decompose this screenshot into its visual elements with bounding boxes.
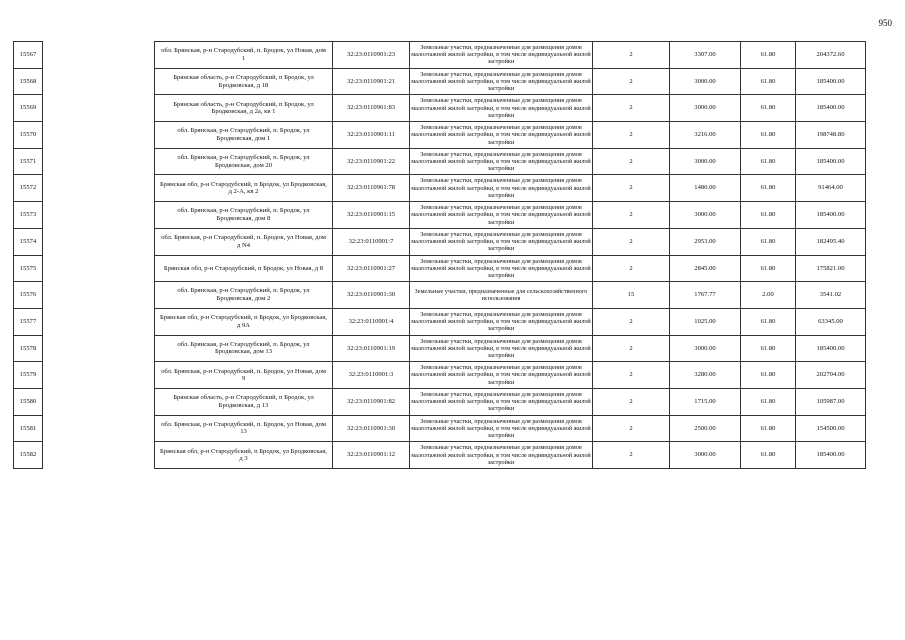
rate-cell: 61.80 — [741, 95, 796, 122]
table-row — [155, 335, 866, 362]
table-row — [155, 122, 866, 149]
row-id-cell: 15578 — [14, 335, 43, 362]
group-cell: 15 — [593, 282, 670, 309]
group-cell: 2 — [593, 335, 670, 362]
table-row — [14, 282, 43, 309]
rate-cell: 61.80 — [741, 388, 796, 415]
group-cell: 2 — [593, 442, 670, 469]
area-cell: 3307.00 — [670, 42, 741, 69]
cadastral-number-cell: 32:23:0110901:7 — [333, 228, 410, 255]
row-id-cell: 15581 — [14, 415, 43, 442]
rate-cell: 61.80 — [741, 255, 796, 282]
cadastral-value-cell: 154500.00 — [796, 415, 866, 442]
area-cell: 2845.00 — [670, 255, 741, 282]
cadastral-value-cell: 63345.00 — [796, 308, 866, 335]
rate-cell: 61.80 — [741, 202, 796, 229]
table-row — [155, 362, 866, 389]
rate-cell: 61.80 — [741, 362, 796, 389]
land-purpose-cell: Земельные участки, предназначенные для размещения домов малоэтажной жилой застройки, в том числе индивидуальной жилой застройки — [410, 175, 593, 202]
address-cell: Брянская область, р-н Стародубский, п Бродок, ул Бродковская, д 13 — [155, 388, 333, 415]
table-row — [155, 388, 866, 415]
rate-cell: 61.80 — [741, 42, 796, 69]
group-cell: 2 — [593, 95, 670, 122]
land-purpose-cell: Земельные участки, предназначенные для размещения домов малоэтажной жилой застройки, в том числе индивидуальной жилой застройки — [410, 228, 593, 255]
address-cell: Брянская обл, р-н Стародубский, п Бродок, ул Бродковская, д 2-А, кв 2 — [155, 175, 333, 202]
cadastral-number-cell: 32:23:0110901:82 — [333, 388, 410, 415]
land-purpose-cell: Земельные участки, предназначенные для размещения домов малоэтажной жилой застройки, в том числе индивидуальной жилой застройки — [410, 442, 593, 469]
address-cell: обл. Брянская, р-н Стародубский, п. Бродок, ул Бродковская, дом 8 — [155, 202, 333, 229]
cadastral-value-cell: 202704.00 — [796, 362, 866, 389]
table-row — [14, 68, 43, 95]
table-row — [155, 95, 866, 122]
cadastral-number-cell: 32:23:0110901:15 — [333, 202, 410, 229]
table-row — [155, 415, 866, 442]
row-id-cell: 15579 — [14, 362, 43, 389]
table-row — [155, 228, 866, 255]
table-row — [14, 255, 43, 282]
address-cell: Брянская область, р-н Стародубский, п Бродок, ул Бродковская, д 2а, кв 1 — [155, 95, 333, 122]
row-id-cell: 15571 — [14, 148, 43, 175]
row-id-cell: 15567 — [14, 42, 43, 69]
table-row — [155, 442, 866, 469]
row-id-cell: 15570 — [14, 122, 43, 149]
table-row — [14, 335, 43, 362]
land-purpose-cell: Земельные участки, предназначенные для размещения домов малоэтажной жилой застройки, в том числе индивидуальной жилой застройки — [410, 255, 593, 282]
table-row — [155, 68, 866, 95]
cadastral-number-cell: 32:23:0110901:30 — [333, 415, 410, 442]
cadastral-number-cell: 32:23:0110901:30 — [333, 282, 410, 309]
rate-cell: 61.80 — [741, 335, 796, 362]
cadastral-number-cell: 32:23:0110901:4 — [333, 308, 410, 335]
group-cell: 2 — [593, 415, 670, 442]
row-id-cell: 15576 — [14, 282, 43, 309]
group-cell: 2 — [593, 148, 670, 175]
area-cell: 1480.00 — [670, 175, 741, 202]
table-row — [155, 175, 866, 202]
address-cell: обл. Брянская, р-н Стародубский, п. Бродок, ул Новая, дом д N4 — [155, 228, 333, 255]
rate-cell: 61.80 — [741, 228, 796, 255]
cadastral-value-cell: 185400.00 — [796, 442, 866, 469]
cadastral-value-cell: 3541.02 — [796, 282, 866, 309]
area-cell: 1025.00 — [670, 308, 741, 335]
table-row — [155, 148, 866, 175]
rate-cell: 2.00 — [741, 282, 796, 309]
table-row — [155, 255, 866, 282]
group-cell: 2 — [593, 308, 670, 335]
table-row — [14, 95, 43, 122]
cadastral-value-cell: 198748.80 — [796, 122, 866, 149]
area-cell: 3000.00 — [670, 335, 741, 362]
land-purpose-cell: Земельные участки, предназначенные для размещения домов малоэтажной жилой застройки, в том числе индивидуальной жилой застройки — [410, 122, 593, 149]
address-cell: Брянская область, р-н Стародубский, п Бродок, ул Бродковская, д 18 — [155, 68, 333, 95]
cadastral-value-cell: 91464.00 — [796, 175, 866, 202]
rate-cell: 61.80 — [741, 308, 796, 335]
address-cell: Брянская обл, р-н Стародубский, п Бродок, ул Новая, д 8 — [155, 255, 333, 282]
row-id-cell: 15575 — [14, 255, 43, 282]
row-id-cell: 15577 — [14, 308, 43, 335]
cadastral-number-cell: 32:23:0110901:23 — [333, 42, 410, 69]
table-row — [14, 388, 43, 415]
address-cell: обл. Брянская, р-н Стародубский, п. Бродок, ул Бродковская, дом 20 — [155, 148, 333, 175]
address-cell: обл. Брянская, р-н Стародубский, п. Бродок, ул Бродковская, дом 1 — [155, 122, 333, 149]
land-purpose-cell: Земельные участки, предназначенные для размещения домов малоэтажной жилой застройки, в том числе индивидуальной жилой застройки — [410, 202, 593, 229]
area-cell: 3000.00 — [670, 202, 741, 229]
group-cell: 2 — [593, 362, 670, 389]
cadastral-number-cell: 32:23:0110901:27 — [333, 255, 410, 282]
table-row — [155, 282, 866, 309]
rate-cell: 61.80 — [741, 148, 796, 175]
row-id-cell: 15573 — [14, 202, 43, 229]
cadastral-value-cell: 185400.00 — [796, 202, 866, 229]
page-number: 950 — [878, 18, 892, 28]
group-cell: 2 — [593, 42, 670, 69]
area-cell: 1715.00 — [670, 388, 741, 415]
rate-cell: 61.80 — [741, 442, 796, 469]
land-plots-table — [154, 41, 866, 469]
area-cell: 1767.77 — [670, 282, 741, 309]
row-id-cell: 15569 — [14, 95, 43, 122]
area-cell: 2500.00 — [670, 415, 741, 442]
cadastral-value-cell: 182495.40 — [796, 228, 866, 255]
rate-cell: 61.80 — [741, 415, 796, 442]
table-row — [14, 122, 43, 149]
land-purpose-cell: Земельные участки, предназначенные для размещения домов малоэтажной жилой застройки, в том числе индивидуальной жилой застройки — [410, 68, 593, 95]
table-row — [155, 202, 866, 229]
area-cell: 3000.00 — [670, 68, 741, 95]
row-number-column — [13, 41, 43, 469]
address-cell: обл. Брянская, р-н Стародубский, п. Бродок, ул Бродковская, дом 13 — [155, 335, 333, 362]
area-cell: 2953.00 — [670, 228, 741, 255]
table-row — [155, 42, 866, 69]
address-cell: обл. Брянская, р-н Стародубский, п. Бродок, ул Новая, дом 13 — [155, 415, 333, 442]
row-id-cell: 15580 — [14, 388, 43, 415]
group-cell: 2 — [593, 228, 670, 255]
area-cell: 3280.00 — [670, 362, 741, 389]
land-purpose-cell: Земельные участки, предназначенные для размещения домов малоэтажной жилой застройки, в том числе индивидуальной жилой застройки — [410, 415, 593, 442]
table-row — [14, 175, 43, 202]
cadastral-value-cell: 175821.00 — [796, 255, 866, 282]
group-cell: 2 — [593, 255, 670, 282]
cadastral-number-cell: 32:23:0110901:12 — [333, 442, 410, 469]
land-purpose-cell: Земельные участки, предназначенные для размещения домов малоэтажной жилой застройки, в том числе индивидуальной жилой застройки — [410, 388, 593, 415]
land-purpose-cell: Земельные участки, предназначенные для размещения домов малоэтажной жилой застройки, в том числе индивидуальной жилой застройки — [410, 362, 593, 389]
table-row — [14, 148, 43, 175]
land-purpose-cell: Земельные участки, предназначенные для размещения домов малоэтажной жилой застройки, в том числе индивидуальной жилой застройки — [410, 148, 593, 175]
row-id-cell: 15574 — [14, 228, 43, 255]
cadastral-number-cell: 32:23:0110901:78 — [333, 175, 410, 202]
land-purpose-cell: Земельные участки, предназначенные для размещения домов малоэтажной жилой застройки, в том числе индивидуальной жилой застройки — [410, 95, 593, 122]
rate-cell: 61.80 — [741, 68, 796, 95]
cadastral-value-cell: 185400.00 — [796, 68, 866, 95]
rate-cell: 61.80 — [741, 175, 796, 202]
address-cell: обл. Брянская, р-н Стародубский, п. Бродок, ул Новая, дом 1 — [155, 42, 333, 69]
cadastral-value-cell: 204372.60 — [796, 42, 866, 69]
table-row — [14, 42, 43, 69]
table-row — [14, 362, 43, 389]
group-cell: 2 — [593, 68, 670, 95]
table-row — [14, 228, 43, 255]
land-purpose-cell: Земельные участки, предназначенные для размещения домов малоэтажной жилой застройки, в том числе индивидуальной жилой застройки — [410, 308, 593, 335]
address-cell: Брянская обл, р-н Стародубский, п Бродок, ул Бродковская, д 3 — [155, 442, 333, 469]
address-cell: обл. Брянская, р-н Стародубский, п. Бродок, ул Новая, дом 9 — [155, 362, 333, 389]
cadastral-value-cell: 105987.00 — [796, 388, 866, 415]
row-id-cell: 15582 — [14, 442, 43, 469]
cadastral-number-cell: 32:23:0110901:22 — [333, 148, 410, 175]
cadastral-value-cell: 185400.00 — [796, 335, 866, 362]
land-purpose-cell: Земельные участки, предназначенные для размещения домов малоэтажной жилой застройки, в том числе индивидуальной жилой застройки — [410, 335, 593, 362]
cadastral-value-cell: 185400.00 — [796, 148, 866, 175]
area-cell: 3000.00 — [670, 442, 741, 469]
table-row — [14, 442, 43, 469]
area-cell: 3216.00 — [670, 122, 741, 149]
table-row — [14, 415, 43, 442]
address-cell: обл. Брянская, р-н Стародубский, п. Бродок, ул Бродковская, дом 2 — [155, 282, 333, 309]
table-row — [14, 308, 43, 335]
cadastral-number-cell: 32:23:0110901:83 — [333, 95, 410, 122]
land-purpose-cell: Земельные участки, предназначенные для размещения домов малоэтажной жилой застройки, в том числе индивидуальной жилой застройки — [410, 42, 593, 69]
rate-cell: 61.80 — [741, 122, 796, 149]
cadastral-number-cell: 32:23:0110901:3 — [333, 362, 410, 389]
group-cell: 2 — [593, 388, 670, 415]
row-id-cell: 15572 — [14, 175, 43, 202]
address-cell: Брянская обл, р-н Стародубский, п Бродок, ул Бродковская, д 9А — [155, 308, 333, 335]
cadastral-value-cell: 185400.00 — [796, 95, 866, 122]
cadastral-number-cell: 32:23:0110901:21 — [333, 68, 410, 95]
cadastral-number-cell: 32:23:0110901:11 — [333, 122, 410, 149]
area-cell: 3000.00 — [670, 95, 741, 122]
table-row — [14, 202, 43, 229]
row-id-cell: 15568 — [14, 68, 43, 95]
group-cell: 2 — [593, 122, 670, 149]
area-cell: 3000.00 — [670, 148, 741, 175]
group-cell: 2 — [593, 175, 670, 202]
table-row — [155, 308, 866, 335]
cadastral-number-cell: 32:23:0110901:19 — [333, 335, 410, 362]
group-cell: 2 — [593, 202, 670, 229]
land-purpose-cell: Земельные участки, предназначенные для сельскохозяйственного использования — [410, 282, 593, 309]
